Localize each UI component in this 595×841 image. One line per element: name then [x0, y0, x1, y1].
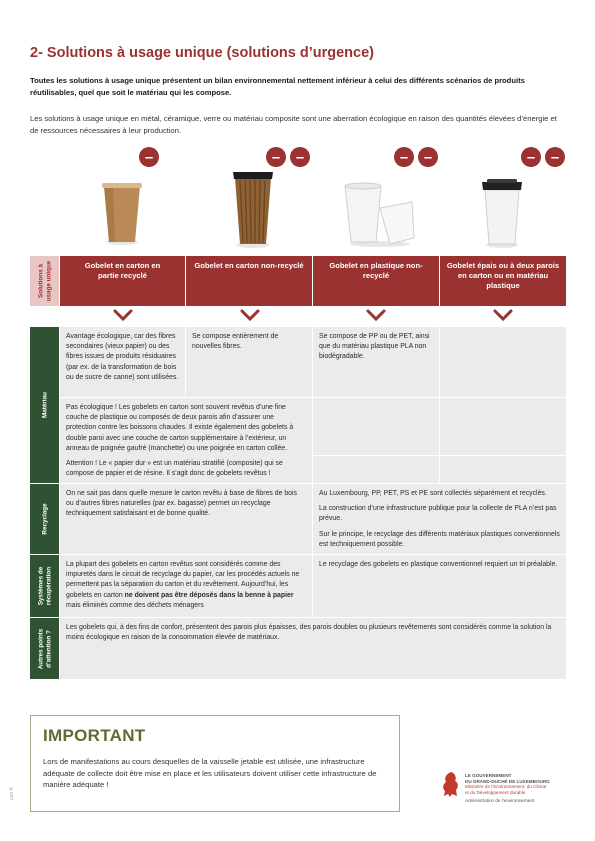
column-header: Gobelet en carton non-recyclé: [186, 256, 312, 306]
intro-paragraph: Les solutions à usage unique en métal, céramique, verre ou matériau composite sont une aberration écologique en raison des quantités élevées d’énergie et de ressources nécessaires à leur production.: [30, 114, 557, 135]
column-header: Gobelet en plastique non-recyclé: [313, 256, 439, 306]
cell-text: La construction d’une infrastructure publique pour la collecte de PLA n’est pas prévue.: [319, 505, 557, 523]
side-header-cell: [30, 256, 59, 306]
cell-recyclage-plastique: [313, 484, 566, 554]
important-text: Lors de manifestations au cours desquelles de la vaisselle jetable est utilisée, une infrastructure adéquate de collecte doit être mise en place et les utilisateurs doivent utiliser cette infrastructure de manière adéquate !: [43, 757, 377, 789]
row-label-text: Autres points d’attention ?: [37, 628, 52, 669]
row-label-recyclage: [30, 484, 59, 554]
cell-materiau-cartons: [60, 398, 312, 483]
lion-icon: [440, 770, 462, 798]
minus-icon: –: [418, 147, 438, 167]
chevron-down-icon: [113, 309, 133, 321]
cell-systemes-carton: [60, 555, 312, 617]
important-box: [30, 715, 400, 812]
logo-line: Administration de l’environnement: [465, 798, 535, 803]
minus-icon: –: [545, 147, 565, 167]
minus-icon: –: [266, 147, 286, 167]
intro-bold-paragraph: Toutes les solutions à usage unique présentent un bilan environnemental nettement inférieur à celui des différents scénarios de produits réutilisables, quel que soit le matériau qui les compose.: [30, 76, 525, 97]
cell-autres: Les gobelets qui, à des fins de confort, présentent des parois plus épaisses, des parois doubles ou plusieurs revêtements sont considérés comme la solution la moins écologique en raison de la consommation élevée de matériaux.: [60, 618, 566, 679]
important-title: IMPORTANT: [43, 726, 146, 745]
cell-materiau-col3: Se compose de PP ou de PET, ainsi que du matériau plastique PLA non biodégradable.: [313, 327, 439, 397]
page-title: 2- Solutions à usage unique (solutions d’urgence): [30, 45, 374, 61]
row-label-systemes: [30, 555, 59, 617]
cell-empty: [313, 398, 439, 455]
logo-line: Ministère de l’Environnement, du Climat: [465, 784, 547, 789]
cell-text: La plupart des gobelets en carton revêtus sont considérés comme des impuretés dans le circuit de recyclage du papier, car les procédés actuels ne permettent pas la séparation du carton et du revêtement. Aujourd’hui, les gobelets en carton: [66, 561, 300, 599]
lidded-cup-image: [478, 178, 526, 250]
logo-line: et du Développement durable: [465, 789, 526, 795]
cell-materiau-col4: [440, 327, 566, 397]
row-label-autres: [30, 618, 59, 679]
cell-text: Pas écologique ! Les gobelets en carton sont souvent revêtus d’une fine couche de plastique ou composés de deux parois afin d’assurer une protection contre les boissons chaudes. Il existe également des gobelets à double paroi avec une couche de carton supplémentaire à l’extérieur, un anneau de poignée gaufré (manchette) ou une poignée en carton collée.: [66, 404, 294, 452]
cell-systemes-plastique: Le recyclage des gobelets en plastique conventionnel requiert un tri préalable.: [313, 555, 566, 617]
cell-empty: [440, 456, 566, 483]
column-header: Gobelet épais ou à deux parois en carton ou en matériau plastique: [440, 256, 566, 306]
chevron-down-icon: [240, 309, 260, 321]
cell-text: Sur le principe, le recyclage des différents matériaux plastiques conventionnels est techniquement possible.: [319, 530, 560, 548]
logo-line: LE GOUVERNEMENT: [465, 773, 512, 778]
plastic-cups-image: [340, 180, 420, 248]
chevron-down-icon: [493, 309, 513, 321]
cell-materiau-col2: Se compose entièrement de nouvelles fibres.: [186, 327, 312, 397]
cell-empty: [440, 398, 566, 455]
column-header: Gobelet en carton en partie recyclé: [60, 256, 185, 306]
kraft-cup-image: [98, 180, 146, 248]
minus-icon: –: [139, 147, 159, 167]
side-note: pon K: [9, 786, 15, 800]
logo-line: DU GRAND-DUCHÉ DE LUXEMBOURG: [465, 778, 550, 784]
row-label-materiau: [30, 327, 59, 483]
ribbed-cup-image: [228, 170, 278, 250]
cell-materiau-col1: Avantage écologique, car des fibres secondaires (vieux papier) ou des fibres issues de produits résiduaires (par ex. de la transformation de bois ou de sucre de canne) sont utilisées.: [60, 327, 185, 397]
cell-recyclage-carton: On ne sait pas dans quelle mesure le carton revêtu à base de fibres de bois ou d’autres fibres naturelles (par ex. bagasse) permet un recyclage techniquement satisfaisant et de bonne qualité.: [60, 484, 312, 554]
row-label-text: Systèmes de récupération: [37, 566, 52, 606]
cell-text: Attention ! Le « papier dur » est un matériau stratifié (composite) qui se compose de papier et de résine. Il s’agit donc de gobelets revêtus !: [66, 460, 283, 478]
chevron-down-icon: [366, 309, 386, 321]
cell-empty: [313, 456, 439, 483]
cell-text: Au Luxembourg, PP, PET, PS et PE sont collectés séparément et recyclés.: [319, 490, 547, 497]
side-header-label: Solutions à usage unique: [37, 260, 52, 302]
minus-icon: –: [394, 147, 414, 167]
government-logo: [440, 770, 575, 820]
cell-text-bold: ne doivent pas être déposés dans la benne à papier: [124, 591, 294, 599]
row-label-text: Recyclage: [40, 503, 48, 535]
minus-icon: –: [521, 147, 541, 167]
cell-text: mais éliminés comme des déchets ménagers: [66, 601, 204, 609]
row-label-text: Matériau: [40, 392, 48, 418]
minus-icon: –: [290, 147, 310, 167]
